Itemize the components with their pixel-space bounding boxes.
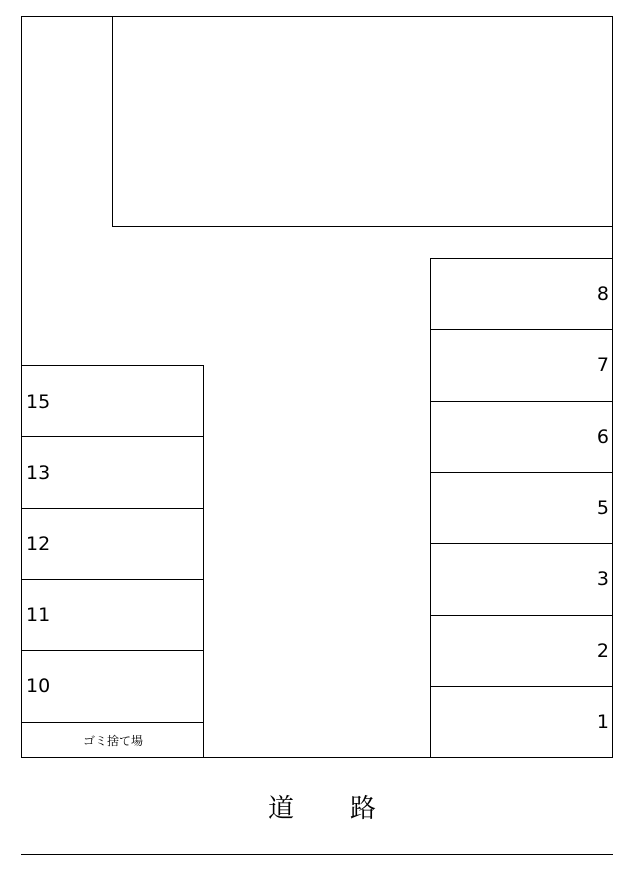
outer-left-edge bbox=[21, 16, 22, 758]
parking-slot-label: 3 bbox=[596, 568, 609, 590]
left-slots-top-edge bbox=[21, 365, 204, 366]
right-slot-divider bbox=[430, 543, 613, 544]
parking-slot-label: 10 bbox=[26, 675, 51, 697]
parking-slot-label: 11 bbox=[26, 604, 51, 626]
right-slot-divider bbox=[430, 472, 613, 473]
right-slots-top-edge bbox=[430, 258, 613, 259]
right-slot-divider bbox=[430, 615, 613, 616]
lot-bottom-edge bbox=[21, 757, 613, 758]
road-label: 道路 bbox=[267, 794, 432, 824]
parking-slot-label: 1 bbox=[596, 711, 609, 733]
left-slot-divider bbox=[21, 650, 204, 651]
right-slot-divider bbox=[430, 401, 613, 402]
parking-slot-label: 12 bbox=[26, 533, 51, 555]
left-slot-divider bbox=[21, 579, 204, 580]
parking-slot-label: 15 bbox=[26, 391, 51, 413]
left-slots-right-edge bbox=[203, 365, 204, 758]
right-slot-divider bbox=[430, 329, 613, 330]
left-slot-divider bbox=[21, 436, 204, 437]
building-block bbox=[112, 16, 613, 227]
garbage-area-label: ゴミ捨て場 bbox=[82, 733, 143, 748]
parking-slot-label: 6 bbox=[596, 426, 609, 448]
parking-slot-label: 8 bbox=[596, 283, 609, 305]
parking-slot-label: 2 bbox=[596, 640, 609, 662]
parking-slot-label: 7 bbox=[596, 354, 609, 376]
parking-slot-label: 13 bbox=[26, 462, 51, 484]
left-slot-divider bbox=[21, 508, 204, 509]
parking-slot-label: 5 bbox=[596, 497, 609, 519]
right-slot-divider bbox=[430, 686, 613, 687]
right-slots-left-edge bbox=[430, 258, 431, 758]
road-far-edge bbox=[21, 854, 613, 855]
